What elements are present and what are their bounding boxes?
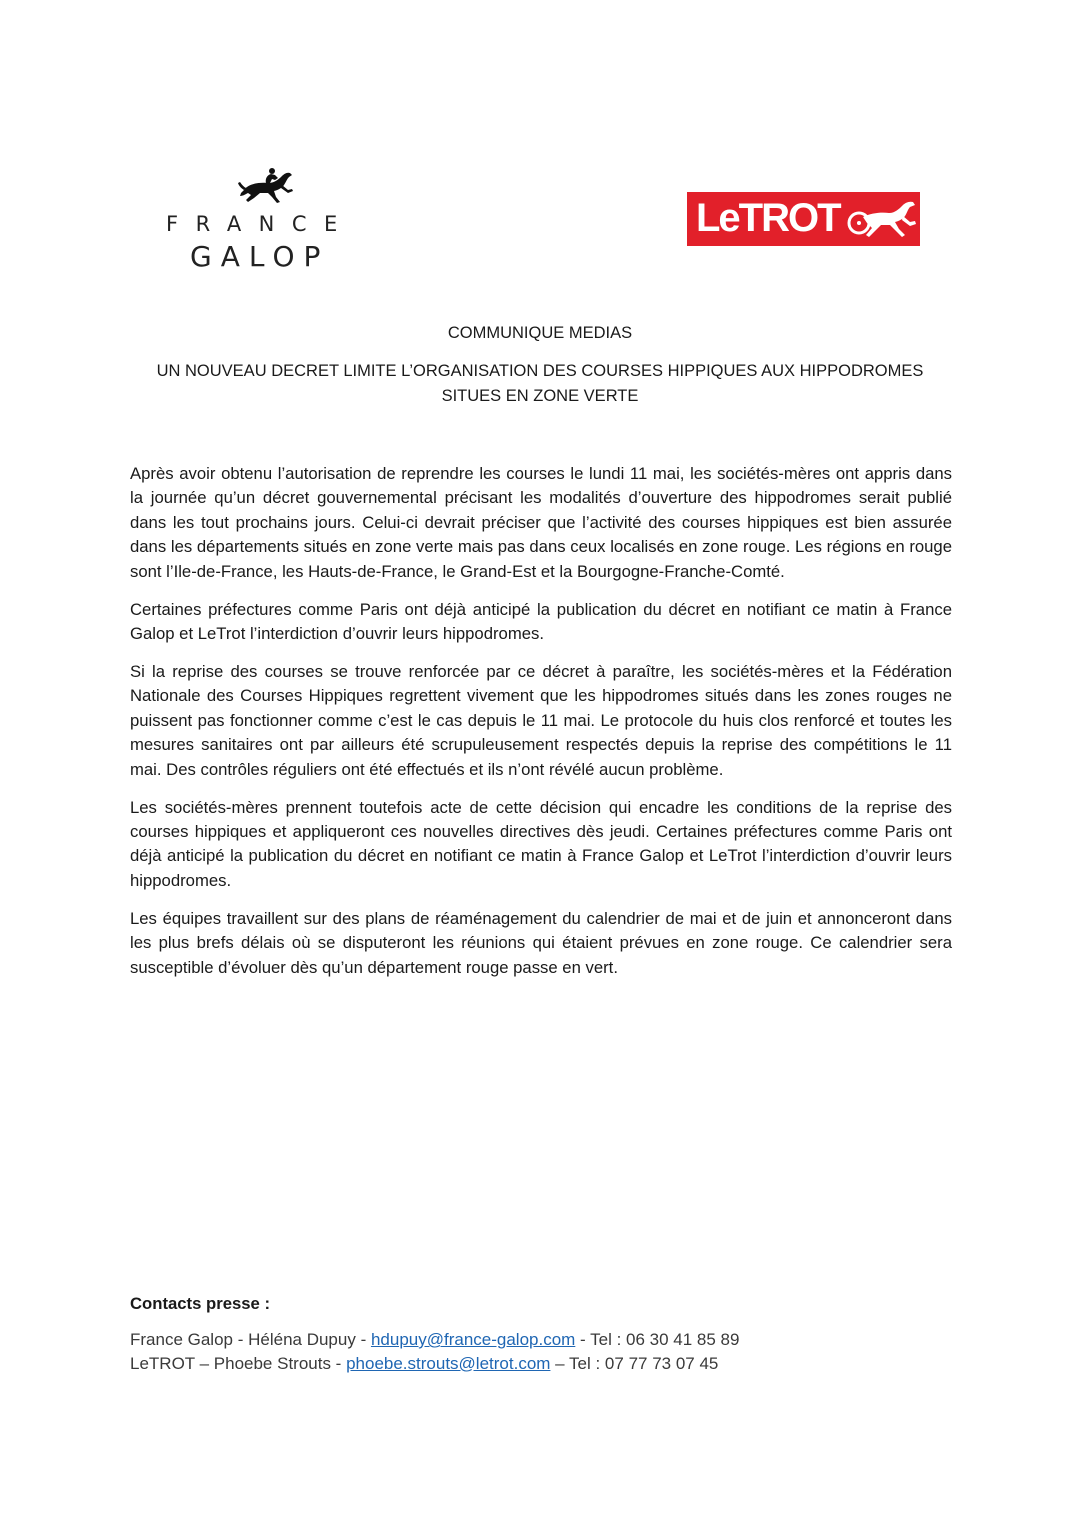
body-paragraph: Les sociétés-mères prennent toutefois acte de cette décision qui encadre les conditions de la reprise des courses hippiques et appliqueront ces nouvelles directives dès jeudi. Certaines préfectures comme Paris ont déjà anticipé la publication du décret en notifiant ce matin à France Galop et LeTrot l’interdiction d’ouvrir leurs hippodromes.: [130, 797, 952, 890]
contact-prefix: LeTROT – Phoebe Strouts -: [130, 1353, 347, 1373]
contact-email-link[interactable]: hdupuy@france-galop.com: [370, 1330, 576, 1349]
press-release-body: [130, 462, 952, 994]
body-paragraph: Si la reprise des courses se trouve renforcée par ce décret à paraître, les sociétés-mères et la Fédération Nationale des Courses Hippiques regrettent vivement que les hippodromes situés dans les zones rouges ne puissent pas fonctionner comme c’est le cas depuis le 11 mai. Le protocole du huis clos renforcé et toutes les mesures sanitaires ont par ailleurs été scrupuleusement respectés depuis la reprise des compétitions le 11 mai. Des contrôles réguliers ont été effectués et ils n’ont révélé aucun problème.: [130, 662, 952, 779]
galloping-horse-jockey-icon: [238, 166, 294, 206]
contact-phone: – Tel : 07 77 73 07 45: [550, 1353, 719, 1373]
body-paragraph: Après avoir obtenu l’autorisation de reprendre les courses le lundi 11 mai, les sociétés-mères ont appris dans la journée qu’un décret gouvernemental précisant les modalités d’ouverture des hippodromes serait publié dans les tout prochains jours. Celui-ci devrait préciser que l’activité des courses hippiques est bien assurée dans les départements situés en zone verte mais pas dans ceux localisés en zone rouge. Les régions en rouge sont l’Ile-de-France, les Hauts-de-France, le Grand-Est et la Bourgogne-Franche-Comté.: [130, 464, 952, 581]
contact-line-letrot: [130, 1352, 950, 1376]
letrot-logo-text: LeTROT: [696, 196, 840, 240]
trotter-horse-icon: [847, 197, 917, 241]
communique-heading: COMMUNIQUE MEDIAS: [447, 324, 633, 342]
body-paragraph: Les équipes travaillent sur des plans de réaménagement du calendrier de mai et de juin et annonceront dans les plus brefs délais où se disputeront les réunions qui étaient prévues en zone rouge. Ce calendrier sera susceptible d’évoluer dès qu’un département rouge passe en vert.: [130, 908, 952, 977]
contact-phone: - Tel : 06 30 41 85 89: [575, 1330, 740, 1349]
press-release-title: UN NOUVEAU DECRET LIMITE L’ORGANISATION DES COURSES HIPPIQUES AUX HIPPODROMES SITUES EN ZONE VERTE: [156, 362, 924, 405]
contact-prefix: France Galop - Héléna Dupuy -: [130, 1330, 371, 1349]
contact-email-link[interactable]: phoebe.strouts@letrot.com: [346, 1353, 551, 1373]
france-galop-logo: [166, 164, 376, 274]
body-paragraph: Certaines préfectures comme Paris ont déjà anticipé la publication du décret en notifiant ce matin à France Galop et LeTrot l’interdiction d’ouvrir leurs hippodromes.: [130, 599, 952, 644]
contact-line-france-galop: [130, 1328, 950, 1352]
france-galop-logo-line2: GALOP: [190, 240, 330, 273]
france-galop-logo-line1: FRANCE: [166, 212, 355, 236]
letrot-logo: [687, 192, 920, 246]
press-contacts: [130, 1292, 950, 1375]
contacts-title: Contacts presse :: [130, 1294, 271, 1313]
